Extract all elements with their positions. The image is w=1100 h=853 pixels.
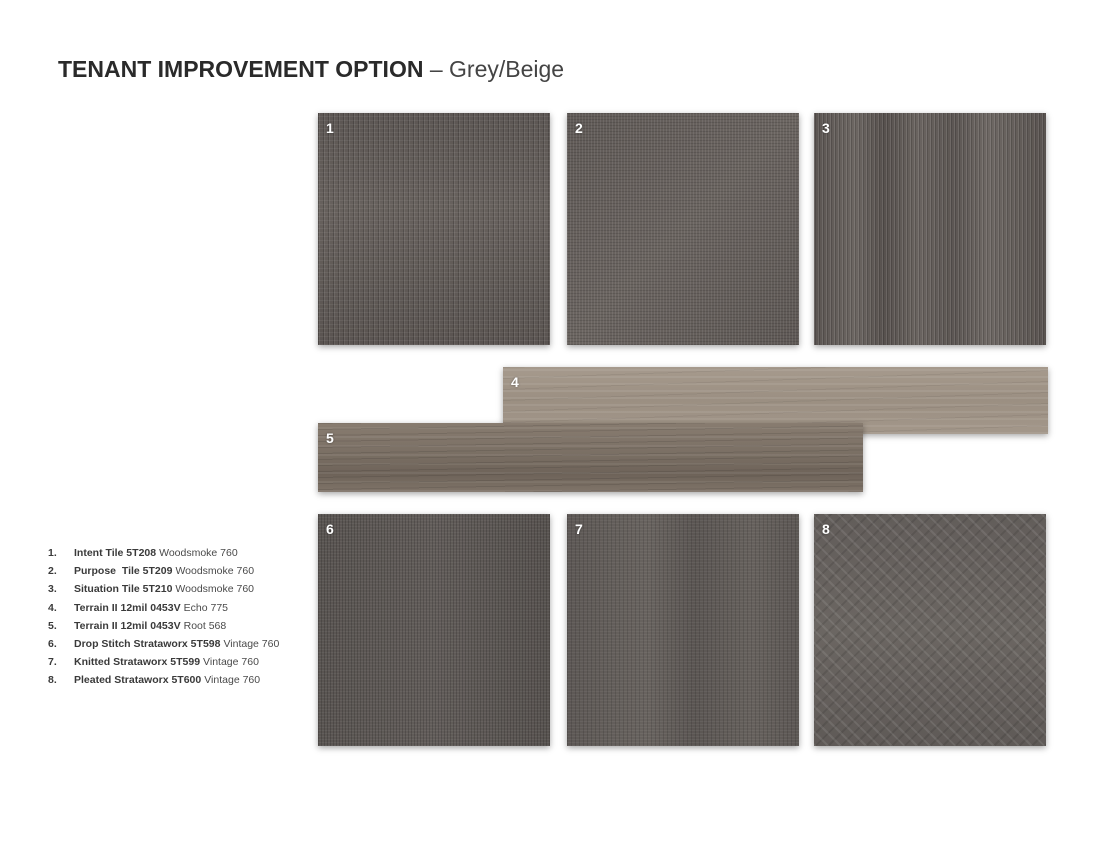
legend-item bbox=[48, 635, 279, 653]
swatch-number: 3 bbox=[822, 120, 830, 136]
legend-item bbox=[48, 580, 279, 598]
legend-colorway: Vintage 760 bbox=[203, 656, 259, 669]
swatch-3 bbox=[814, 113, 1046, 345]
legend-index: 2. bbox=[48, 565, 57, 578]
swatch-1 bbox=[318, 113, 550, 345]
legend-item bbox=[48, 599, 279, 617]
legend-item bbox=[48, 653, 279, 671]
legend-index: 8. bbox=[48, 674, 57, 687]
legend-item bbox=[48, 562, 279, 580]
legend-colorway: Woodsmoke 760 bbox=[159, 547, 238, 559]
legend-index: 6. bbox=[48, 638, 57, 651]
swatch-number: 4 bbox=[511, 374, 519, 390]
swatch-6 bbox=[318, 514, 550, 746]
swatch-number: 6 bbox=[326, 521, 334, 537]
legend-index: 3. bbox=[48, 583, 57, 596]
product-legend bbox=[48, 544, 279, 690]
legend-product-name: Intent Tile 5T208 bbox=[74, 547, 157, 559]
swatch-2 bbox=[567, 113, 799, 345]
page-title-sub: – Grey/Beige bbox=[423, 56, 565, 82]
legend-item bbox=[48, 671, 279, 689]
legend-item bbox=[48, 544, 279, 562]
legend-colorway: Woodsmoke 760 bbox=[175, 565, 255, 578]
legend-product-name: Drop Stitch Strataworx 5T598 bbox=[74, 638, 221, 651]
legend-product-name: Terrain II 12mil 0453V bbox=[74, 601, 181, 614]
swatch-number: 8 bbox=[822, 521, 830, 537]
swatch-number: 7 bbox=[575, 521, 583, 537]
page-title-main: TENANT IMPROVEMENT OPTION bbox=[58, 56, 424, 82]
legend-product-name: Terrain II 12mil 0453V bbox=[74, 619, 181, 632]
legend-colorway: Echo 775 bbox=[183, 601, 228, 614]
legend-index: 4. bbox=[48, 601, 57, 614]
legend-index: 5. bbox=[48, 619, 57, 632]
page-title bbox=[58, 54, 564, 84]
swatch-7 bbox=[567, 514, 799, 746]
legend-colorway: Woodsmoke 760 bbox=[175, 583, 255, 596]
legend-item bbox=[48, 617, 279, 635]
legend-index: 1. bbox=[48, 547, 57, 559]
legend-product-name: Knitted Strataworx 5T599 bbox=[74, 656, 201, 669]
legend-index: 7. bbox=[48, 656, 57, 669]
swatch-number: 5 bbox=[326, 430, 334, 446]
swatch-number: 2 bbox=[575, 120, 583, 136]
swatch-number: 1 bbox=[326, 120, 334, 136]
legend-product-name: Pleated Strataworx 5T600 bbox=[74, 674, 202, 687]
legend-product-name: Situation Tile 5T210 bbox=[74, 583, 173, 596]
swatch-8 bbox=[814, 514, 1046, 746]
legend-colorway: Vintage 760 bbox=[204, 674, 261, 687]
legend-colorway: Root 568 bbox=[183, 619, 227, 632]
legend-colorway: Vintage 760 bbox=[223, 638, 280, 651]
legend-product-name: Purpose Tile 5T209 bbox=[74, 565, 173, 578]
swatch-5 bbox=[318, 423, 863, 492]
